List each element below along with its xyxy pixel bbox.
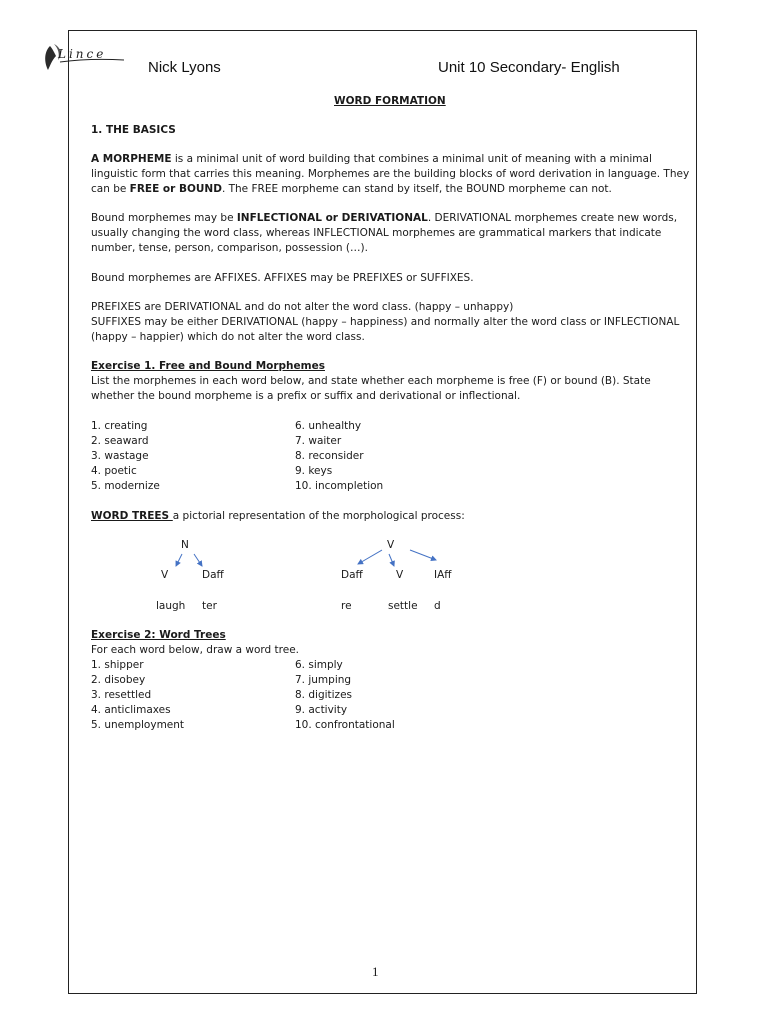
tree2-arrow-left xyxy=(358,550,382,564)
p4-line1: PREFIXES are DERIVATIONAL and do not alter the word class. (happy – unhappy) xyxy=(91,301,514,313)
ex1-item-10: 10. incompletion xyxy=(295,480,384,492)
exercise1-line2: whether the bound morpheme is a prefix or suffix and derivational or inflectional. xyxy=(91,390,521,402)
ex1-item-8: 8. reconsider xyxy=(295,450,364,462)
tree1-right: Daff xyxy=(202,569,224,581)
tree2-mid: V xyxy=(396,569,404,581)
ex1-item-1: 1. creating xyxy=(91,420,148,432)
term-infl-deriv: INFLECTIONAL or DERIVATIONAL xyxy=(236,212,428,224)
document-title: WORD FORMATION xyxy=(334,95,446,107)
tree2-root: V xyxy=(387,539,395,551)
exercise2-intro: For each word below, draw a word tree. xyxy=(91,644,300,656)
ex1-item-6: 6. unhealthy xyxy=(295,420,362,432)
ex2-item-4: 4. anticlimaxes xyxy=(91,704,171,716)
tree1-arrow-right xyxy=(194,554,202,566)
p2-line3: number, tense, person, comparison, possession (…). xyxy=(91,242,368,254)
p2-a: Bound morphemes may be xyxy=(91,212,237,224)
tree2-left: Daff xyxy=(341,569,363,581)
tree2-arrow-mid xyxy=(389,554,394,566)
p1-line2: linguistic form that carries this meaning. Morphemes are the building blocks of word derivation in language. They xyxy=(91,168,690,180)
tree2-word1: re xyxy=(341,600,352,612)
ex1-item-9: 9. keys xyxy=(295,465,333,477)
author-name: Nick Lyons xyxy=(148,59,221,76)
unit-title: Unit 10 Secondary- English xyxy=(438,59,620,76)
ex2-item-7: 7. jumping xyxy=(295,674,352,686)
p1-text: is a minimal unit of word building that combines a minimal unit of meaning with a minimal xyxy=(171,153,652,165)
ex2-item-1: 1. shipper xyxy=(91,659,144,671)
ex1-item-4: 4. poetic xyxy=(91,465,137,477)
ex2-item-10: 10. confrontational xyxy=(295,719,395,731)
ex1-item-2: 2. seaward xyxy=(91,435,149,447)
ex2-item-6: 6. simply xyxy=(295,659,343,671)
tree1-arrow-left xyxy=(176,554,182,566)
p4-line3: (happy – happier) which do not alter the word class. xyxy=(91,331,365,343)
tree1-word2: ter xyxy=(202,600,217,612)
p1-line3a: can be xyxy=(91,183,130,195)
ex2-item-3: 3. resettled xyxy=(91,689,152,701)
exercise2-title: Exercise 2: Word Trees xyxy=(91,629,226,641)
ex2-item-5: 5. unemployment xyxy=(91,719,185,731)
page-number: 1 xyxy=(372,964,379,979)
ex1-item-3: 3. wastage xyxy=(91,450,149,462)
term-morpheme: A MORPHEME xyxy=(91,153,172,165)
exercise1-line1: List the morphemes in each word below, and state whether each morpheme is free (F) or bound (B). State xyxy=(91,375,651,387)
tree1-root: N xyxy=(181,539,189,551)
p4-line2: SUFFIXES may be either DERIVATIONAL (happy – happiness) and normally alter the word class or INFLECTIONAL xyxy=(91,316,680,328)
logo-text: Lince xyxy=(58,47,107,61)
section-heading: 1. THE BASICS xyxy=(91,124,176,136)
ex2-item-8: 8. digitizes xyxy=(295,689,352,701)
ex2-item-9: 9. activity xyxy=(295,704,348,716)
tree1-left: V xyxy=(161,569,169,581)
tree2-word2: settle xyxy=(388,600,418,612)
word-trees-desc: a pictorial representation of the morphological process: xyxy=(172,510,465,522)
p2-line2: usually changing the word class, whereas INFLECTIONAL morphemes are grammatical markers that indicate xyxy=(91,227,662,239)
term-free-bound: FREE or BOUND xyxy=(129,183,222,195)
word-trees-title: WORD TREES xyxy=(91,510,173,522)
tree2-right: IAff xyxy=(434,569,452,581)
ex2-item-2: 2. disobey xyxy=(91,674,146,686)
paragraph-affixes: Bound morphemes are AFFIXES. AFFIXES may be PREFIXES or SUFFIXES. xyxy=(91,272,474,284)
p2-c: . DERIVATIONAL morphemes create new words, xyxy=(427,212,678,224)
exercise1-title: Exercise 1. Free and Bound Morphemes xyxy=(91,360,325,372)
tree2-arrow-right xyxy=(410,550,436,560)
ex1-item-7: 7. waiter xyxy=(295,435,342,447)
p1-line3c: . The FREE morpheme can stand by itself, the BOUND morpheme can not. xyxy=(221,183,612,195)
ex1-item-5: 5. modernize xyxy=(91,480,160,492)
tree1-word1: laugh xyxy=(156,600,186,612)
tree2-word3: d xyxy=(434,600,441,612)
